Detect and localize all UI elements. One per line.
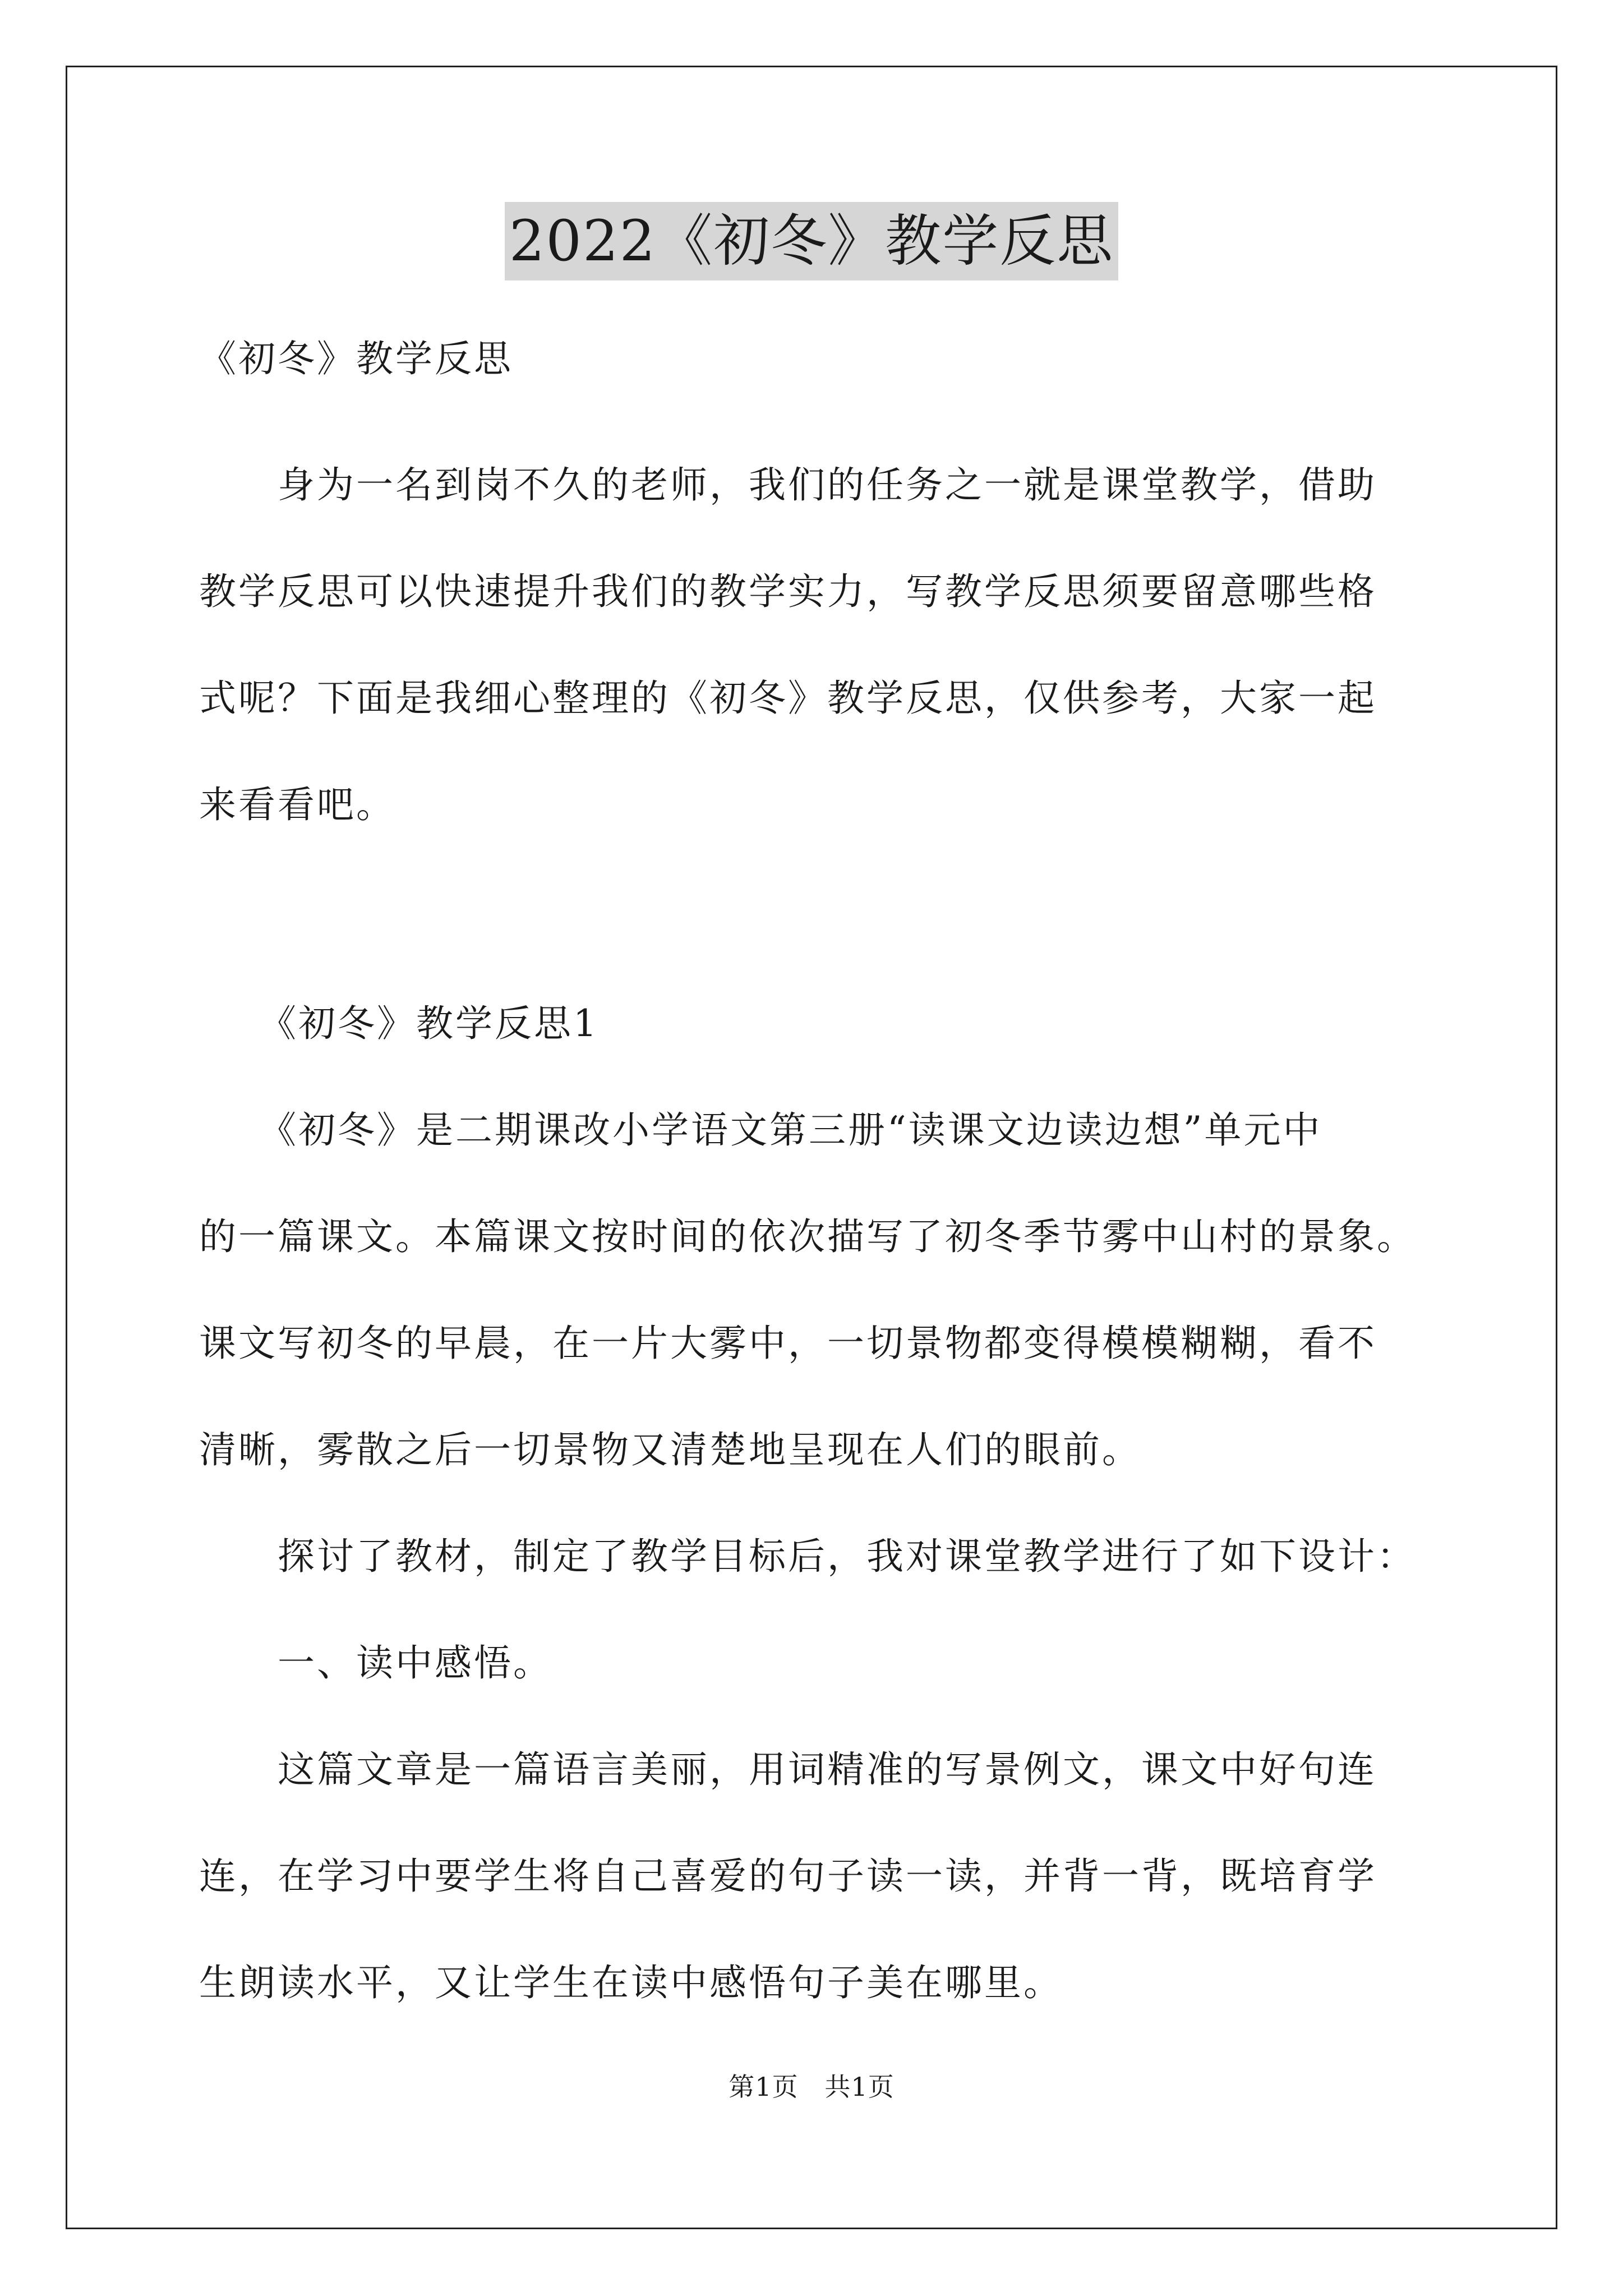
- document-title: 2022《初冬》教学反思: [505, 202, 1119, 280]
- page-number: 第1页 共1页: [728, 2072, 895, 2102]
- title-container: [0, 202, 1623, 280]
- paragraph-line: 《初冬》是二期课改小学语文第三册“读课文边读边想”单元中: [199, 1108, 1322, 1152]
- page-footer: [0, 2070, 1623, 2104]
- paragraph-line: 探讨了教材，制定了教学目标后，我对课堂教学进行了如下设计：: [199, 1535, 1416, 1578]
- paragraph-line: 连，在学习中要学生将自己喜爱的句子读一读，并背一背，既培育学: [199, 1855, 1377, 1898]
- paragraph-line: 身为一名到岗不久的老师，我们的任务之一就是课堂教学，借助: [199, 463, 1377, 507]
- paragraph-line: 清晰，雾散之后一切景物又清楚地呈现在人们的眼前。: [199, 1428, 1141, 1471]
- paragraph-line: 《初冬》教学反思: [199, 337, 513, 380]
- paragraph-line: 这篇文章是一篇语言美丽，用词精准的写景例文，课文中好句连: [199, 1748, 1377, 1791]
- paragraph-line: 的一篇课文。本篇课文按时间的依次描写了初冬季节雾中山村的景象。: [199, 1215, 1416, 1258]
- paragraph-line: 教学反思可以快速提升我们的教学实力，写教学反思须要留意哪些格: [199, 570, 1377, 613]
- section-heading: 《初冬》教学反思1: [199, 1002, 599, 1045]
- paragraph-line: 来看看吧。: [199, 783, 395, 826]
- paragraph-line: 课文写初冬的早晨，在一片大雾中，一切景物都变得模模糊糊，看不: [199, 1322, 1377, 1365]
- paragraph-line: 生朗读水平，又让学生在读中感悟句子美在哪里。: [199, 1961, 1063, 2004]
- paragraph-line: 一、读中感悟。: [199, 1641, 552, 1685]
- paragraph-line: 式呢？下面是我细心整理的《初冬》教学反思，仅供参考，大家一起: [199, 677, 1377, 720]
